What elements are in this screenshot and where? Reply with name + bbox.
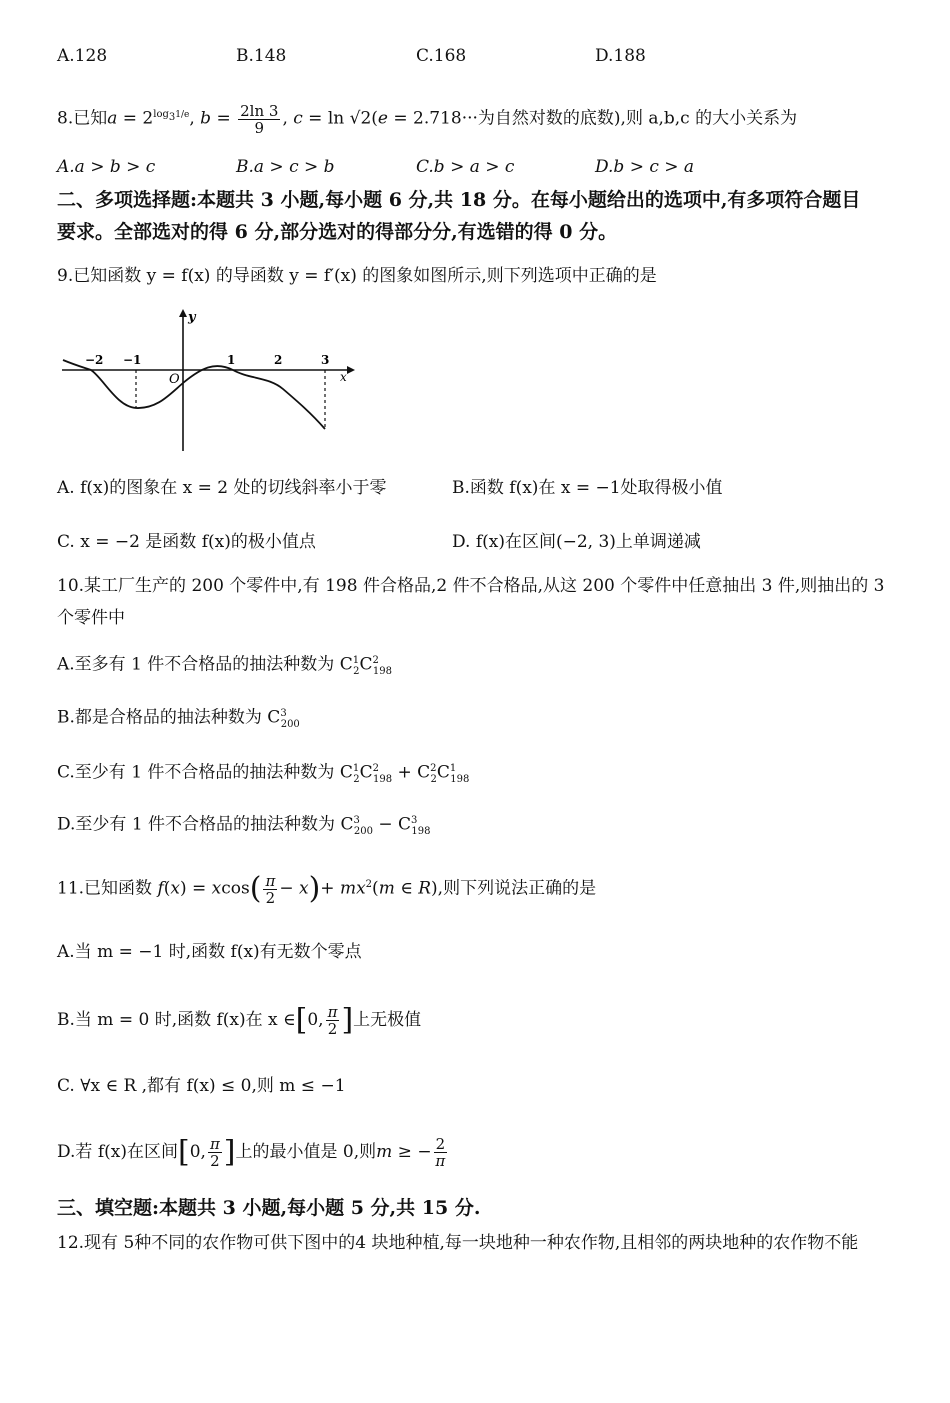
graph-tick-2: 2 (274, 353, 283, 367)
q10-stem-line1: 10.某工厂生产的 200 个零件中,有 198 件合格品,2 件不合格品,从这 200 个零件中任意抽出 3 件,则抽出的 3 (57, 576, 885, 596)
q7-options (57, 46, 917, 68)
graph-y-label: y (188, 310, 196, 325)
q11-option-b: B.当 m = 0 时,函数 f(x)在 x ∈[0, $\frac{\pi}{2}$ ]上无极值 (57, 1002, 422, 1038)
section2-heading-line2: 要求。全部选对的得 6 分,部分选对的得部分分,有选错的得 0 分。 (57, 221, 618, 243)
q9-option-c: C. x = −2 是函数 f(x)的极小值点 (57, 532, 316, 552)
q9-option-a: A. f(x)的图象在 x = 2 处的切线斜率小于零 (57, 478, 387, 498)
q7-option-c: C.168 (416, 46, 467, 66)
q11-stem: 11.已知函数 f(x) = xcos( $\frac{\pi}{2}$ − $x)+ mx^2(m$ ∈ R),则下列说法正确的是 (57, 871, 597, 907)
q8-stem: 8.已知$a = 2^{log_31/e}$, b = $\frac{2\ln 3}{9}$ , c = ln √2(e = 2.718···为自然对数的底数),则 a,b,c 的大小关系为 (57, 101, 798, 137)
derivative-graph (57, 305, 357, 457)
q8-options (57, 157, 917, 179)
section3-heading: 三、填空题:本题共 3 小题,每小题 5 分,共 15 分. (57, 1197, 481, 1219)
q10-stem-line2: 个零件中 (57, 608, 125, 628)
q9-option-d: D. f(x)在区间(−2, 3)上单调递减 (452, 532, 701, 552)
q8-option-d: D.b > c > a (595, 157, 695, 177)
q7-option-a: A.128 (57, 46, 108, 66)
q10-option-a: A.至多有 1 件不合格品的抽法种数为 $C^1_2C^2_{198}$ (57, 654, 392, 678)
q11-option-a: A.当 m = −1 时,函数 f(x)有无数个零点 (57, 942, 362, 962)
q8-math: a (107, 108, 118, 129)
graph-tick-neg2: −2 (85, 353, 104, 367)
graph-tick-3: 3 (321, 353, 330, 367)
section2-heading-line1: 二、多项选择题:本题共 3 小题,每小题 6 分,共 18 分。在每小题给出的选项中,有多项符合题目 (57, 189, 861, 211)
q11-option-d: D.若 f(x)在区间[0, $\frac{\pi}{2}$ ]上的最小值是 0,则m ≥ − $\frac{2}{\pi}$ (57, 1134, 446, 1170)
graph-origin-label: O (169, 372, 180, 387)
q9-stem: 9.已知函数 y = f(x) 的导函数 y = f′(x) 的图象如图所示,则下列选项中正确的是 (57, 266, 657, 286)
q7-option-b: B.148 (236, 46, 287, 66)
graph-tick-1: 1 (227, 353, 236, 367)
q12-stem: 12.现有 5种不同的农作物可供下图中的4 块地种植,每一块地种一种农作物,且相邻的两块地种的农作物不能 (57, 1233, 859, 1253)
q8-option-c: C.b > a > c (416, 157, 515, 177)
graph-x-label: x (340, 370, 347, 384)
q10-option-b: B.都是合格品的抽法种数为 $C^3_{200}$ (57, 707, 300, 731)
q9-option-b: B.函数 f(x)在 x = −1处取得极小值 (452, 478, 723, 498)
q7-option-d: D.188 (595, 46, 646, 66)
q8-option-b: B.a > c > b (236, 157, 335, 177)
q10-option-d: D.至少有 1 件不合格品的抽法种数为 $C^3_{200} - C^3_{198}$ (57, 814, 431, 838)
q8-option-a: A.a > b > c (57, 157, 156, 177)
q10-option-c: C.至少有 1 件不合格品的抽法种数为 $C^1_2C^2_{198} + C^2_2C^1_{198}$ (57, 762, 470, 786)
q11-option-c: C. ∀x ∈ R ,都有 f(x) ≤ 0,则 m ≤ −1 (57, 1076, 346, 1096)
graph-tick-neg1: −1 (123, 353, 142, 367)
